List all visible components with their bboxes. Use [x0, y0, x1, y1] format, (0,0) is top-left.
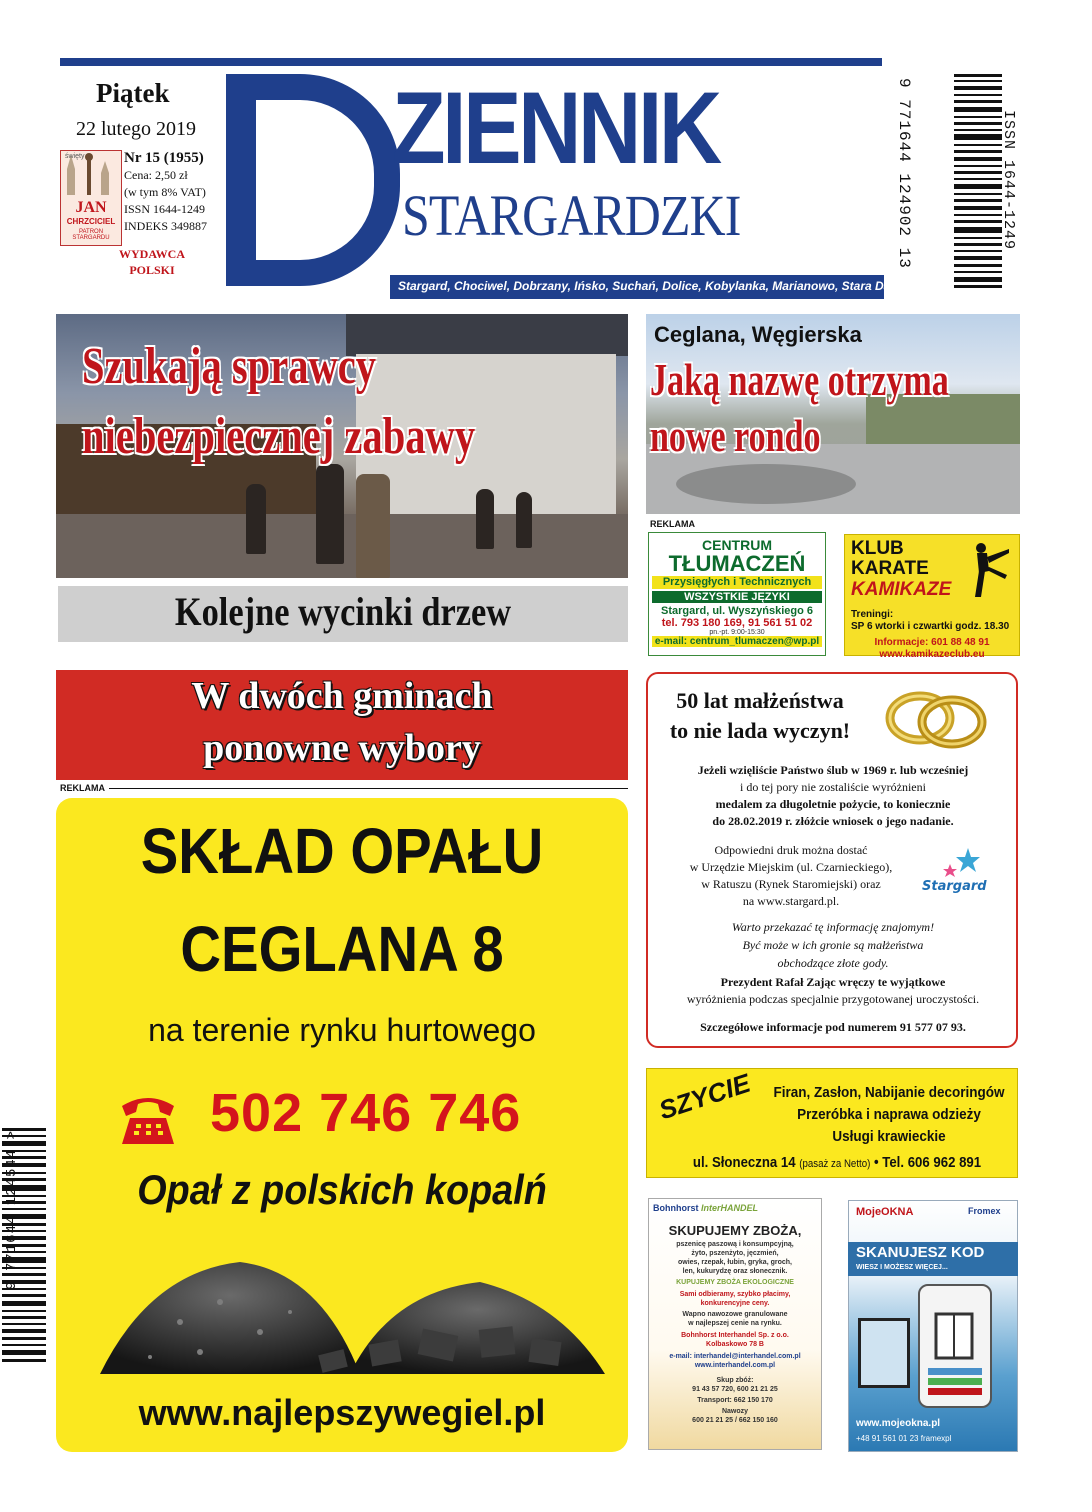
karate-line-7: www.kamikazeclub.eu	[879, 649, 985, 660]
ad-tl-line-2: TŁUMACZEŃ	[668, 551, 806, 576]
emblem-label: święty	[65, 153, 85, 160]
windows-url[interactable]: www.mojeokna.pl	[856, 1418, 941, 1429]
masthead-big-d-logo	[226, 74, 400, 286]
windows-heading: SKANUJESZ KOD	[856, 1244, 985, 1261]
coal-ad-title: SKŁAD OPAŁU	[140, 815, 544, 887]
barcode-icon	[954, 74, 1002, 288]
grain-line: Sami odbieramy, szybko płacimy,	[679, 1291, 791, 1298]
president-line: wyróżnienia podczas specjalnie przygotowanej uroczystości.	[686, 992, 980, 1006]
coal-ad-address: CEGLANA 8	[180, 913, 504, 985]
grain-line: Transport: 662 150 170	[697, 1397, 773, 1404]
coal-ad-url[interactable]: www.najlepszywegiel.pl	[138, 1392, 546, 1433]
masthead-title: ZIENNIK	[392, 71, 719, 185]
coal-piles-image	[90, 1232, 610, 1382]
anniversary-heading-line-2: to nie lada wyczyn!	[669, 718, 851, 743]
issue-issn: ISSN 1644-1249	[124, 202, 206, 216]
masthead-date: 22 lutego 2019	[76, 118, 196, 140]
anniversary-heading-line-1: 50 lat małżeństwa	[676, 688, 844, 713]
grain-line: len, kukurydzę oraz słonecznik.	[682, 1268, 788, 1275]
tailoring-service: Przeróbka i naprawa odzieży	[797, 1106, 981, 1123]
grain-line: owies, rzepak, łubin, gryka, groch,	[678, 1259, 792, 1266]
anniversary-contact: Szczegółowe informacje pod numerem 91 577 07 93.	[700, 1020, 966, 1034]
ad-translation-center[interactable]	[648, 532, 826, 656]
smartphone-icon	[918, 1284, 992, 1408]
issue-info	[124, 150, 224, 235]
publisher-line-1: WYDAWCA	[119, 247, 185, 261]
lead-headline[interactable]	[82, 332, 475, 472]
publisher-line-2: POLSKI	[129, 263, 175, 277]
anniversary-body-line: do 28.02.2019 r. złóżcie wniosek o jego nadanie.	[712, 814, 954, 828]
divider	[60, 788, 628, 789]
masthead-top-rule	[60, 58, 882, 66]
tailoring-address-note: (pasaż za Netto)	[799, 1158, 871, 1170]
share-note-line: Być może w ich gronie są małżeństwa	[742, 938, 924, 952]
stargard-logo-text: Stargard	[922, 879, 987, 894]
grain-line: Kolbaskowo 78 B	[706, 1341, 764, 1348]
publisher-badge	[92, 246, 212, 278]
forms-line: na www.stargard.pl.	[742, 894, 840, 908]
grain-line: 600 21 21 25 / 662 150 160	[692, 1417, 778, 1424]
ad-tl-line-8: e-mail: centrum_tlumaczen@wp.pl	[652, 636, 822, 647]
karate-line-6: Informacje: 601 88 48 91	[874, 637, 990, 648]
anniversary-body-line: medalem za długoletnie pożycie, to koniecznie	[715, 797, 951, 811]
coal-ad-slogan: Opał z polskich kopalń	[137, 1166, 547, 1213]
anniversary-body-line: Jeżeli wzięliście Państwo ślub w 1969 r. lub wcześniej	[697, 763, 969, 777]
issue-price: Cena: 2,50 zł	[124, 168, 188, 182]
rondo-headline[interactable]	[650, 352, 949, 464]
emblem-name: JAN	[75, 199, 107, 216]
forms-line: w Urzędzie Miejskim (ul. Czarnieckiego),	[689, 860, 893, 874]
coal-ad-phone[interactable]: 502 746 746	[210, 1083, 522, 1143]
grain-line: pszenicę paszową i konsumpcyjną,	[676, 1241, 794, 1248]
tailoring-label: SZYCIE	[655, 1067, 754, 1126]
tailoring-contact	[678, 1154, 997, 1171]
share-note-line: obchodzące złote gody.	[777, 956, 889, 970]
karate-line-4: Treningi:	[851, 609, 894, 620]
tailoring-phone: • Tel. 606 962 891	[873, 1154, 982, 1171]
elections-line-2: ponowne wybory	[203, 727, 481, 769]
trees-headline[interactable]: Kolejne wycinki drzew	[174, 589, 512, 634]
karate-line-2: KARATE	[851, 558, 929, 579]
president-line: Prezydent Rafał Zając wręczy te wyjątkowe	[720, 975, 946, 989]
karate-line-1: KLUB	[851, 538, 904, 559]
ad-grain-buying[interactable]	[648, 1198, 822, 1450]
masthead-towns: Stargard, Chociwel, Dobrzany, Ińsko, Suchań, Dolice, Kobylanka, Marianowo, Stara Dąbrowa	[398, 279, 926, 293]
issue-vat: (w tym 8% VAT)	[124, 185, 206, 199]
grain-brand-1: Bohnhorst	[653, 1203, 699, 1213]
tailoring-address: ul. Słoneczna 14	[692, 1154, 796, 1171]
emblem-foot: PATRON STARGARDU	[72, 229, 110, 241]
app-screen-icon	[920, 1286, 990, 1406]
forms-line: w Ratuszu (Rynek Staromiejski) oraz	[701, 877, 881, 891]
grain-line: 91 43 57 720, 600 21 21 25	[692, 1386, 778, 1393]
anniversary-heading	[660, 686, 860, 746]
wedding-rings-icon	[880, 680, 990, 752]
emblem-sub: CHRZCICIEL	[66, 217, 116, 226]
telephone-icon	[116, 1088, 180, 1148]
barcode-number: 9 771644 124544 >	[4, 1130, 20, 1290]
ad-tl-line-1: CENTRUM	[702, 537, 772, 553]
ad-tl-line-7: pn.-pt. 9:00-15:30	[709, 629, 765, 636]
rondo-kicker: Ceglana, Węgierska	[654, 322, 862, 347]
share-note-line: Warto przekazać tę informację znajomym!	[731, 920, 935, 934]
issue-number: Nr 15 (1955)	[124, 150, 204, 166]
window-frame-icon	[858, 1318, 910, 1388]
patron-emblem	[60, 150, 122, 246]
grain-line: KUPUJEMY ZBOŻA EKOLOGICZNE	[676, 1279, 794, 1286]
karate-kick-icon	[967, 541, 1011, 599]
ad-tl-line-4: WSZYSTKIE JĘZYKI	[652, 591, 822, 603]
grain-line: konkurencyjne ceny.	[700, 1300, 770, 1307]
masthead-day: Piątek	[96, 78, 170, 108]
issn-vertical: ISSN 1644-1249	[1000, 110, 1017, 251]
grain-heading: SKUPUJEMY ZBOŻA,	[668, 1223, 802, 1238]
windows-contact: +48 91 561 01 23 framexpl	[856, 1434, 952, 1443]
tailoring-service: Firan, Zasłon, Nabijanie decoringów	[773, 1084, 1005, 1101]
karate-line-5: SP 6 wtorki i czwartki godz. 18.30	[851, 621, 1010, 632]
anniversary-body-line: i do tej pory nie zostaliście wyróżnieni	[740, 780, 926, 794]
rondo-headline-line-2: nowe rondo	[650, 410, 821, 461]
anniversary-body	[658, 762, 1008, 830]
grain-line: Skup zbóż:	[716, 1377, 754, 1384]
issue-index: INDEKS 349887	[124, 219, 207, 233]
ad-label: REKLAMA	[650, 519, 695, 529]
windows-subheading: WIESZ I MOŻESZ WIĘCEJ...	[856, 1264, 948, 1271]
rondo-headline-line-1: Jaką nazwę otrzyma	[650, 354, 949, 405]
windows-brand-logo: MojeOKNA	[856, 1206, 914, 1218]
masthead-subtitle: STARGARDZKI	[402, 183, 741, 248]
anniversary-president-note	[658, 974, 1008, 1008]
tailoring-service: Usługi krawieckie	[832, 1128, 946, 1145]
barcode-number: 9 771644 124902 13	[895, 78, 913, 269]
windows-partner-logo: Fromex	[968, 1206, 1001, 1216]
grain-line: www.interhandel.com.pl	[694, 1362, 776, 1369]
lead-headline-line-1: Szukają sprawcy	[82, 338, 377, 395]
stargard-logo-icon	[920, 846, 990, 896]
grain-line: w najlepszej cenie na rynku.	[688, 1320, 782, 1327]
grain-line: Nawozy	[721, 1408, 749, 1415]
ad-tl-line-5: Stargard, ul. Wyszyńskiego 6	[660, 605, 813, 617]
coal-ad-location: na terenie rynku hurtowego	[148, 1012, 536, 1048]
ad-tl-line-3: Przysięgłych i Technicznych	[652, 576, 822, 589]
tailoring-services	[773, 1082, 1005, 1148]
elections-line-1: W dwóch gminach	[191, 675, 493, 717]
grain-line: żyto, pszenżyto, jęczmień,	[691, 1250, 779, 1257]
grain-brand-2: InterHANDEL	[701, 1203, 759, 1213]
karate-line-3: KAMIKAZE	[851, 579, 952, 600]
elections-headline[interactable]	[56, 670, 628, 774]
forms-line: Odpowiedni druk można dostać	[714, 843, 868, 857]
grain-line: Wapno nawozowe granulowane	[682, 1311, 788, 1318]
anniversary-share-note	[658, 918, 1008, 972]
lead-headline-line-2: niebezpiecznej zabawy	[82, 408, 476, 465]
anniversary-forms-info	[660, 842, 922, 910]
ad-karate-club[interactable]	[844, 534, 1020, 660]
ad-tl-line-6: tel. 793 180 169, 91 561 51 02	[661, 617, 813, 629]
grain-brand	[649, 1199, 821, 1213]
grain-line: Bohnhorst Interhandel Sp. z o.o.	[681, 1332, 789, 1339]
grain-line: e-mail: interhandel@interhandel.com.pl	[669, 1353, 801, 1360]
ad-label: REKLAMA	[60, 783, 109, 793]
